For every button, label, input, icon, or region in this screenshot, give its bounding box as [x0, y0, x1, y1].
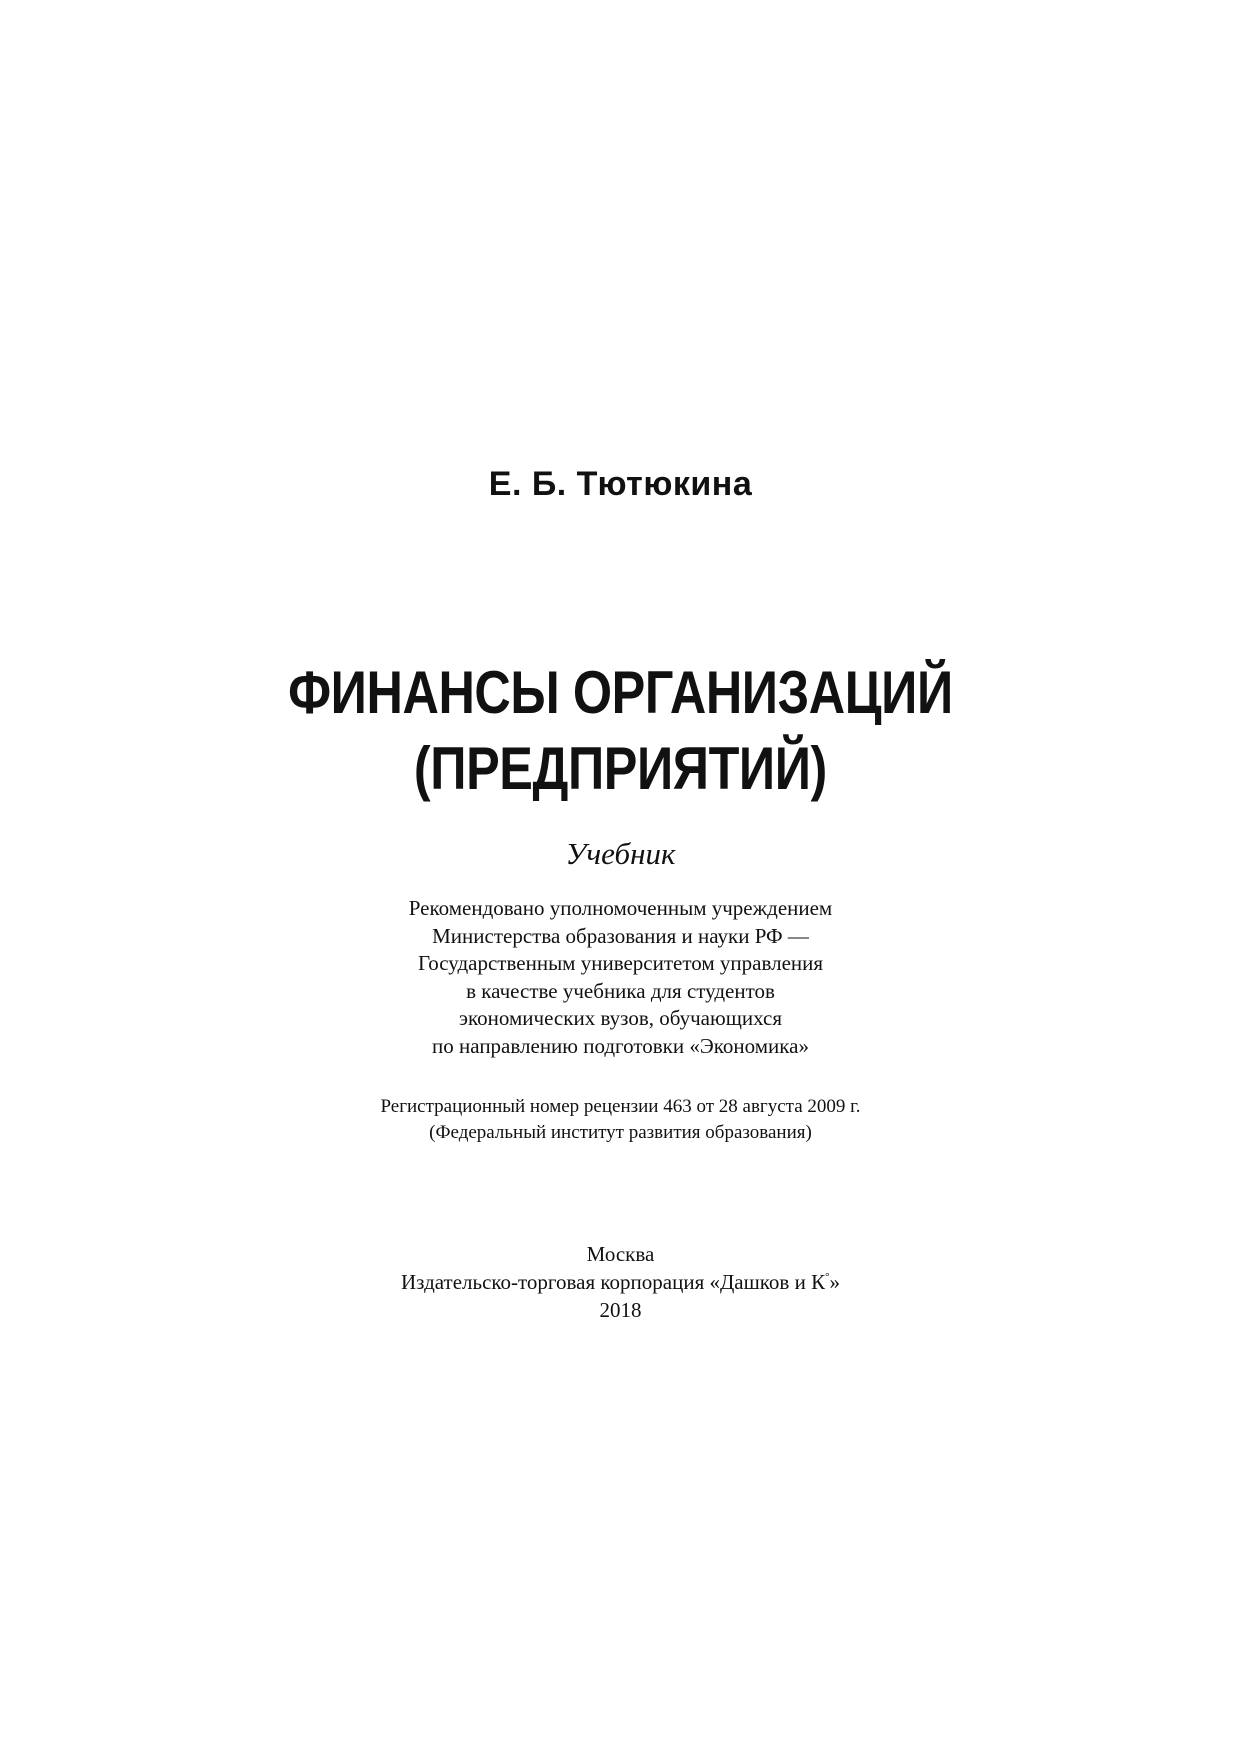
book-genre: Учебник	[565, 836, 676, 871]
publisher-name-close-quote: »	[829, 1270, 840, 1294]
publisher-degree-mark: °	[825, 1271, 830, 1283]
publisher-name-main: Издательско-торговая корпорация «Дашков и К	[400, 1270, 826, 1294]
publisher-name	[0, 1268, 1241, 1296]
recommendation-line: Министерства образования и науки РФ —	[432, 923, 809, 948]
publication-city: Москва	[586, 1242, 655, 1266]
publication-year: 2018	[599, 1298, 642, 1322]
review-registration-line: Регистрационный номер рецензии 463 от 28 августа 2009 г.	[380, 1096, 861, 1117]
recommendation-line: экономических вузов, обучающихся	[459, 1006, 782, 1031]
recommendation-line: Рекомендовано уполномоченным учреждением	[408, 896, 833, 920]
review-registration-block	[0, 1094, 1241, 1146]
recommendation-line: Государственным университетом управления	[417, 951, 824, 976]
recommendation-line: по направлению подготовки «Экономика»	[432, 1033, 809, 1058]
book-title	[99, 655, 1141, 807]
author-name: Е. Б. Тютюкина	[488, 465, 753, 503]
book-title-line-1: ФИНАНСЫ ОРГАНИЗАЦИЙ	[288, 659, 953, 726]
publisher-imprint	[0, 1240, 1241, 1324]
book-title-line-2: (ПРЕДПРИЯТИЙ)	[413, 735, 827, 802]
recommendation-line: в качестве учебника для студентов	[466, 978, 775, 1003]
recommendation-block	[0, 895, 1241, 1061]
review-institute-line: (Федеральный институт развития образования)	[429, 1122, 812, 1143]
